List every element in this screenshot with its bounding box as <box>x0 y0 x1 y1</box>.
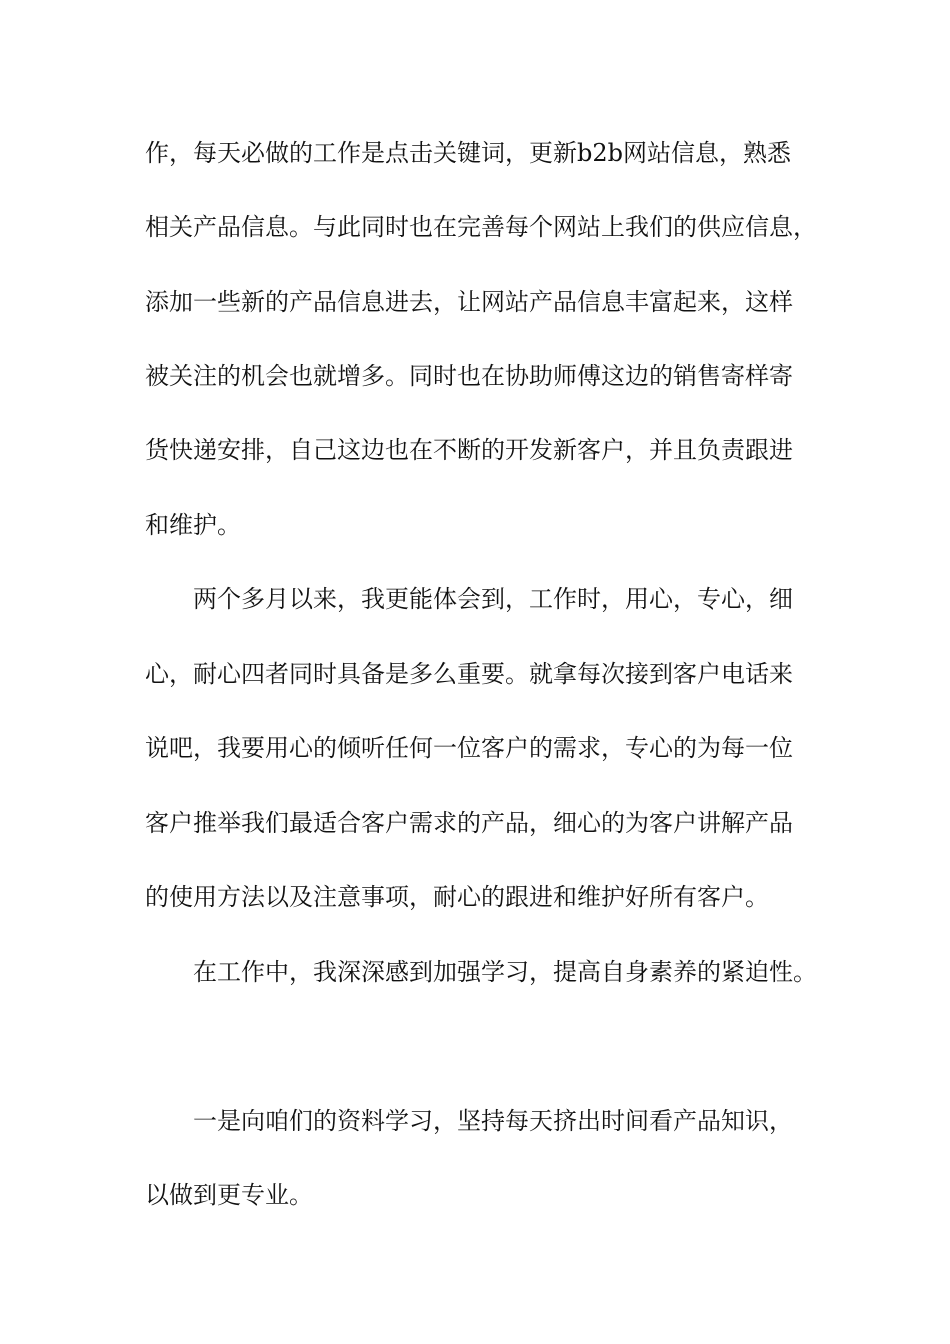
paragraph-first-line: 一是向咱们的资料学习，坚持每天挤出时间看产品知识， <box>193 1107 793 1135</box>
text-line: 作，每天必做的工作是点击关键词，更新b2b网站信息，熟悉 <box>145 139 791 167</box>
text-line: 和维护。 <box>145 511 241 539</box>
text-line: 添加一些新的产品信息进去，让网站产品信息丰富起来，这样 <box>145 288 793 316</box>
paragraph-first-line: 两个多月以来，我更能体会到，工作时，用心，专心，细 <box>193 585 793 613</box>
text-line: 说吧，我要用心的倾听任何一位客户的需求，专心的为每一位 <box>145 734 793 762</box>
text-line: 相关产品信息。与此同时也在完善每个网站上我们的供应信息， <box>145 213 817 241</box>
text-line: 客户推举我们最适合客户需求的产品，细心的为客户讲解产品 <box>145 809 793 837</box>
text-line: 被关注的机会也就增多。同时也在协助师傅这边的销售寄样寄 <box>145 362 793 390</box>
text-line: 以做到更专业。 <box>145 1181 313 1209</box>
text-line: 货快递安排，自己这边也在不断的开发新客户，并且负责跟进 <box>145 436 793 464</box>
paragraph-first-line: 在工作中，我深深感到加强学习，提高自身素养的紧迫性。 <box>193 958 817 986</box>
text-line: 心，耐心四者同时具备是多么重要。就拿每次接到客户电话来 <box>145 660 793 688</box>
text-line: 的使用方法以及注意事项，耐心的跟进和维护好所有客户。 <box>145 883 769 911</box>
